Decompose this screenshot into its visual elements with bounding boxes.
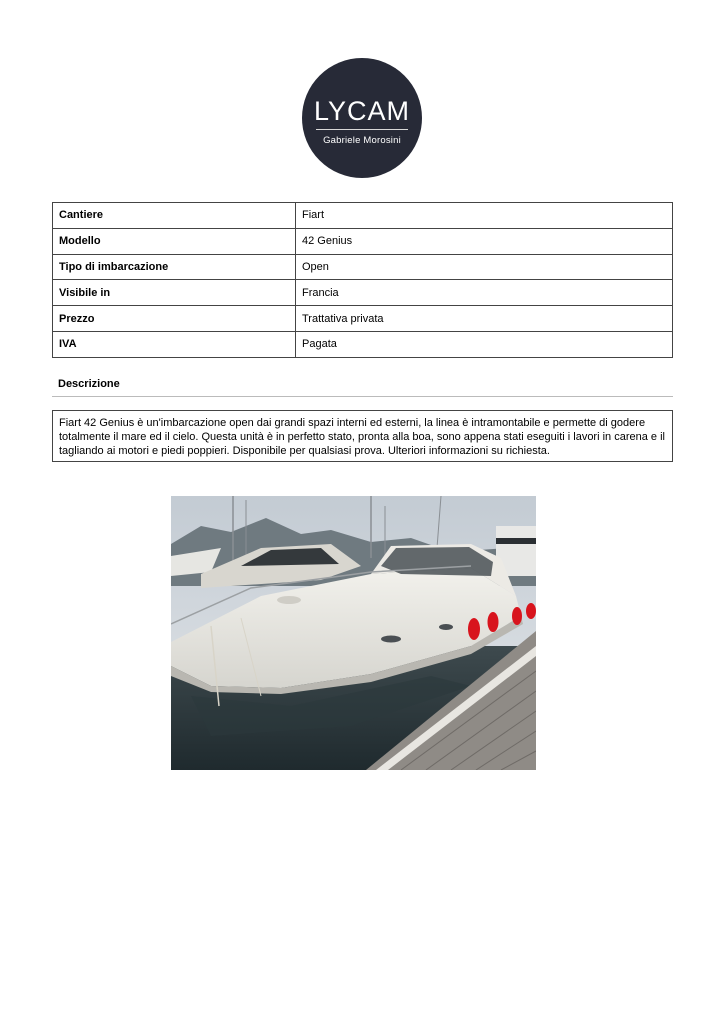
table-row — [53, 203, 673, 229]
spec-value: Fiart — [296, 203, 673, 229]
table-row — [53, 306, 673, 332]
spec-value: Pagata — [296, 331, 673, 357]
spec-value: 42 Genius — [296, 228, 673, 254]
logo-subtitle: Gabriele Morosini — [323, 135, 401, 146]
description-divider — [52, 396, 673, 397]
spec-label: Tipo di imbarcazione — [53, 254, 296, 280]
spec-label: Visibile in — [53, 280, 296, 306]
specs-table — [52, 202, 673, 358]
logo-divider — [316, 129, 408, 130]
table-row — [53, 228, 673, 254]
spec-label: IVA — [53, 331, 296, 357]
table-row — [53, 331, 673, 357]
description-title: Descrizione — [58, 378, 120, 390]
spec-label: Prezzo — [53, 306, 296, 332]
spec-value: Open — [296, 254, 673, 280]
table-row — [53, 280, 673, 306]
boat-photo — [171, 496, 536, 770]
spec-label: Modello — [53, 228, 296, 254]
spec-label: Cantiere — [53, 203, 296, 229]
logo-brand-text: LYCAM — [313, 96, 411, 126]
spec-value: Francia — [296, 280, 673, 306]
description-text: Fiart 42 Genius è un'imbarcazione open dai grandi spazi interni ed esterni, la linea è intramontabile e permette di godere totalmente il mare ed il cielo. Questa unità è in perfetto stato, pronta alla boa, sono appena stati eseguiti i lavori in carena e il tagliando ai motori e piedi poppieri. Disponibile per qualsiasi prova. Ulteriori informazioni su richiesta. — [52, 410, 673, 462]
company-logo — [302, 58, 422, 178]
table-row — [53, 254, 673, 280]
spec-value: Trattativa privata — [296, 306, 673, 332]
